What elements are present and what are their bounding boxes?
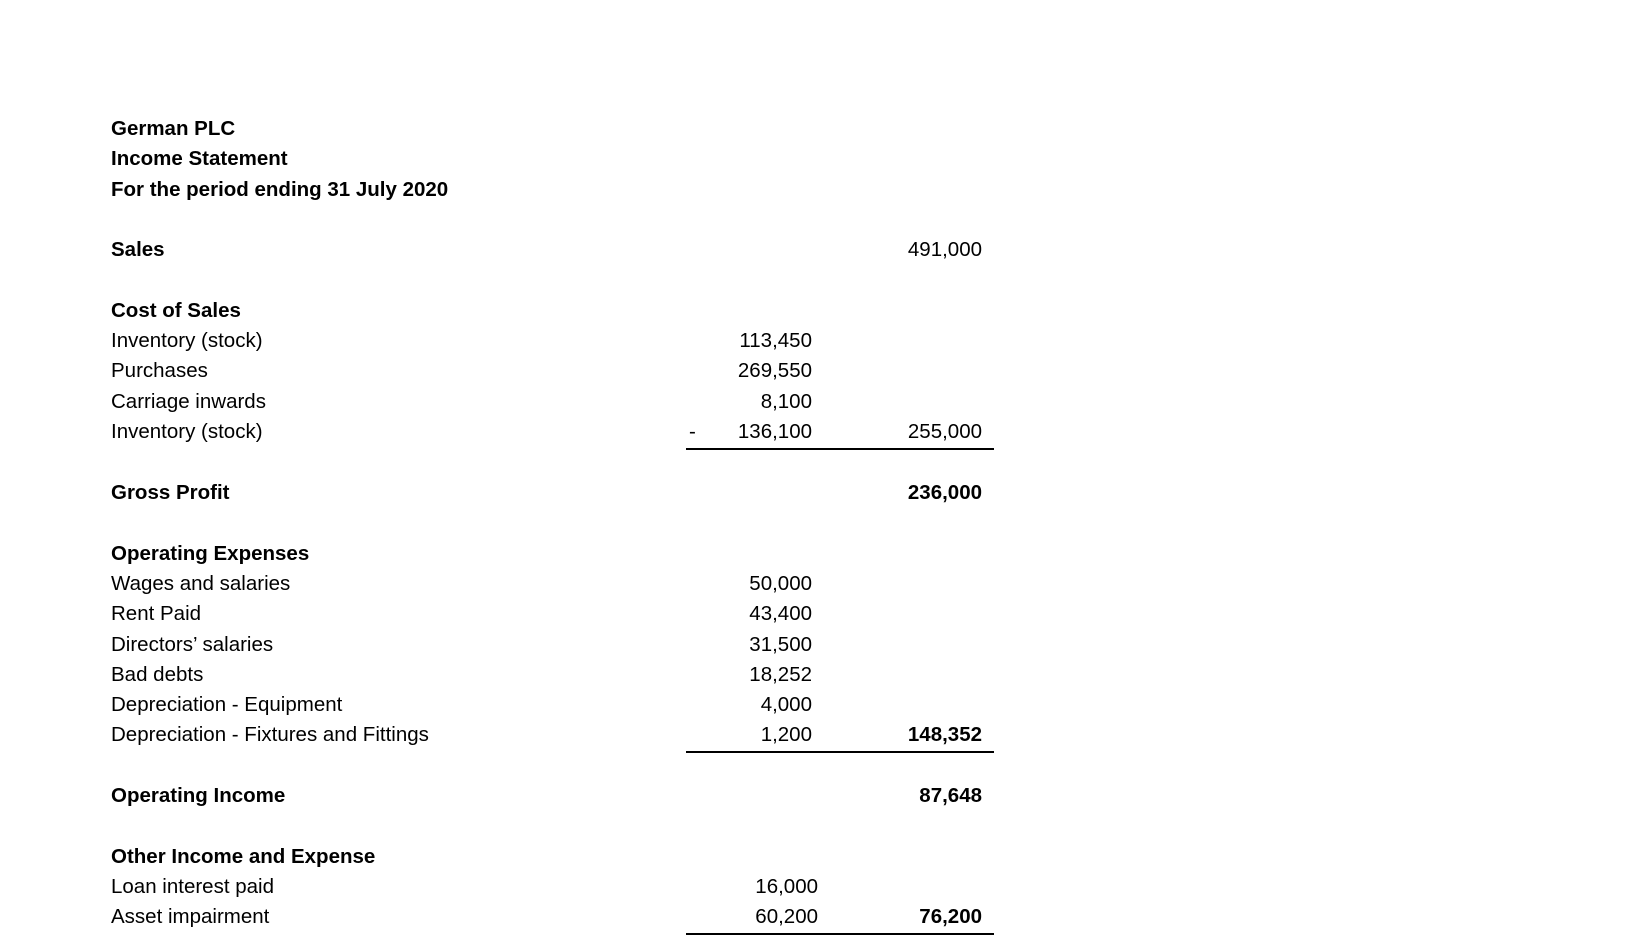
other-row-asset-impairment (0, 902, 1650, 932)
period-row (0, 175, 1650, 205)
cos-item-amount: 8,100 (760, 390, 812, 413)
statement-title: Income Statement (111, 147, 288, 170)
operating-income-amount: 87,648 (919, 784, 982, 807)
cos-row-carriage-inwards (0, 387, 1650, 417)
other-income-expense-heading: Other Income and Expense (111, 845, 376, 868)
opex-item-label: Directors’ salaries (111, 633, 274, 656)
operating-expenses-heading-row (0, 539, 1650, 569)
opex-item-label: Depreciation - Equipment (111, 693, 343, 716)
company-row (0, 114, 1650, 144)
cos-item-label: Purchases (111, 359, 208, 382)
opex-row-wages (0, 569, 1650, 599)
gross-profit-row (0, 478, 1650, 508)
cost-of-sales-heading: Cost of Sales (111, 299, 241, 322)
opex-row-rent (0, 599, 1650, 629)
cost-of-sales-total: 255,000 (907, 420, 982, 443)
opex-row-depreciation-equipment (0, 690, 1650, 720)
opex-row-directors-salaries (0, 630, 1650, 660)
opex-item-label: Rent Paid (111, 602, 202, 625)
other-row-loan-interest (0, 872, 1650, 902)
opex-row-depreciation-fixtures (0, 720, 1650, 750)
operating-expenses-heading: Operating Expenses (111, 542, 310, 565)
operating-expenses-underline (686, 751, 994, 753)
cos-row-opening-inventory (0, 326, 1650, 356)
cos-item-label: Carriage inwards (111, 390, 266, 413)
cos-item-amount: 269,550 (737, 359, 812, 382)
sales-row (0, 235, 1650, 265)
opex-item-label: Bad debts (111, 663, 204, 686)
opex-item-amount: 4,000 (760, 693, 812, 716)
opex-item-amount: 31,500 (749, 633, 812, 656)
cos-item-amount: 136,100 (737, 420, 812, 443)
statement-title-row (0, 144, 1650, 174)
other-item-label: Loan interest paid (111, 875, 274, 898)
sales-amount: 491,000 (907, 238, 982, 261)
other-income-expense-heading-row (0, 842, 1650, 872)
operating-income-label: Operating Income (111, 784, 286, 807)
cos-item-label: Inventory (stock) (111, 420, 263, 443)
opex-item-amount: 50,000 (749, 572, 812, 595)
operating-expenses-total: 148,352 (907, 723, 982, 746)
operating-income-row (0, 781, 1650, 811)
cost-of-sales-underline (686, 448, 994, 450)
cos-row-purchases (0, 356, 1650, 386)
other-item-amount: 60,200 (755, 905, 818, 928)
minus-sign: - (689, 420, 696, 443)
other-income-expense-total: 76,200 (919, 905, 982, 928)
other-income-expense-underline (686, 933, 994, 935)
gross-profit-amount: 236,000 (907, 481, 982, 504)
opex-item-label: Wages and salaries (111, 572, 291, 595)
other-item-label: Asset impairment (111, 905, 270, 928)
cos-row-closing-inventory (0, 417, 1650, 447)
opex-item-amount: 18,252 (749, 663, 812, 686)
opex-item-amount: 1,200 (760, 723, 812, 746)
cos-item-amount: 113,450 (739, 329, 812, 352)
cost-of-sales-heading-row (0, 296, 1650, 326)
company-name: German PLC (111, 117, 236, 140)
gross-profit-label: Gross Profit (111, 481, 230, 504)
cos-item-label: Inventory (stock) (111, 329, 263, 352)
other-item-amount: 16,000 (755, 875, 818, 898)
statement-period: For the period ending 31 July 2020 (111, 178, 449, 201)
opex-row-bad-debts (0, 660, 1650, 690)
sales-label: Sales (111, 238, 165, 261)
opex-item-amount: 43,400 (749, 602, 812, 625)
opex-item-label: Depreciation - Fixtures and Fittings (111, 723, 429, 746)
